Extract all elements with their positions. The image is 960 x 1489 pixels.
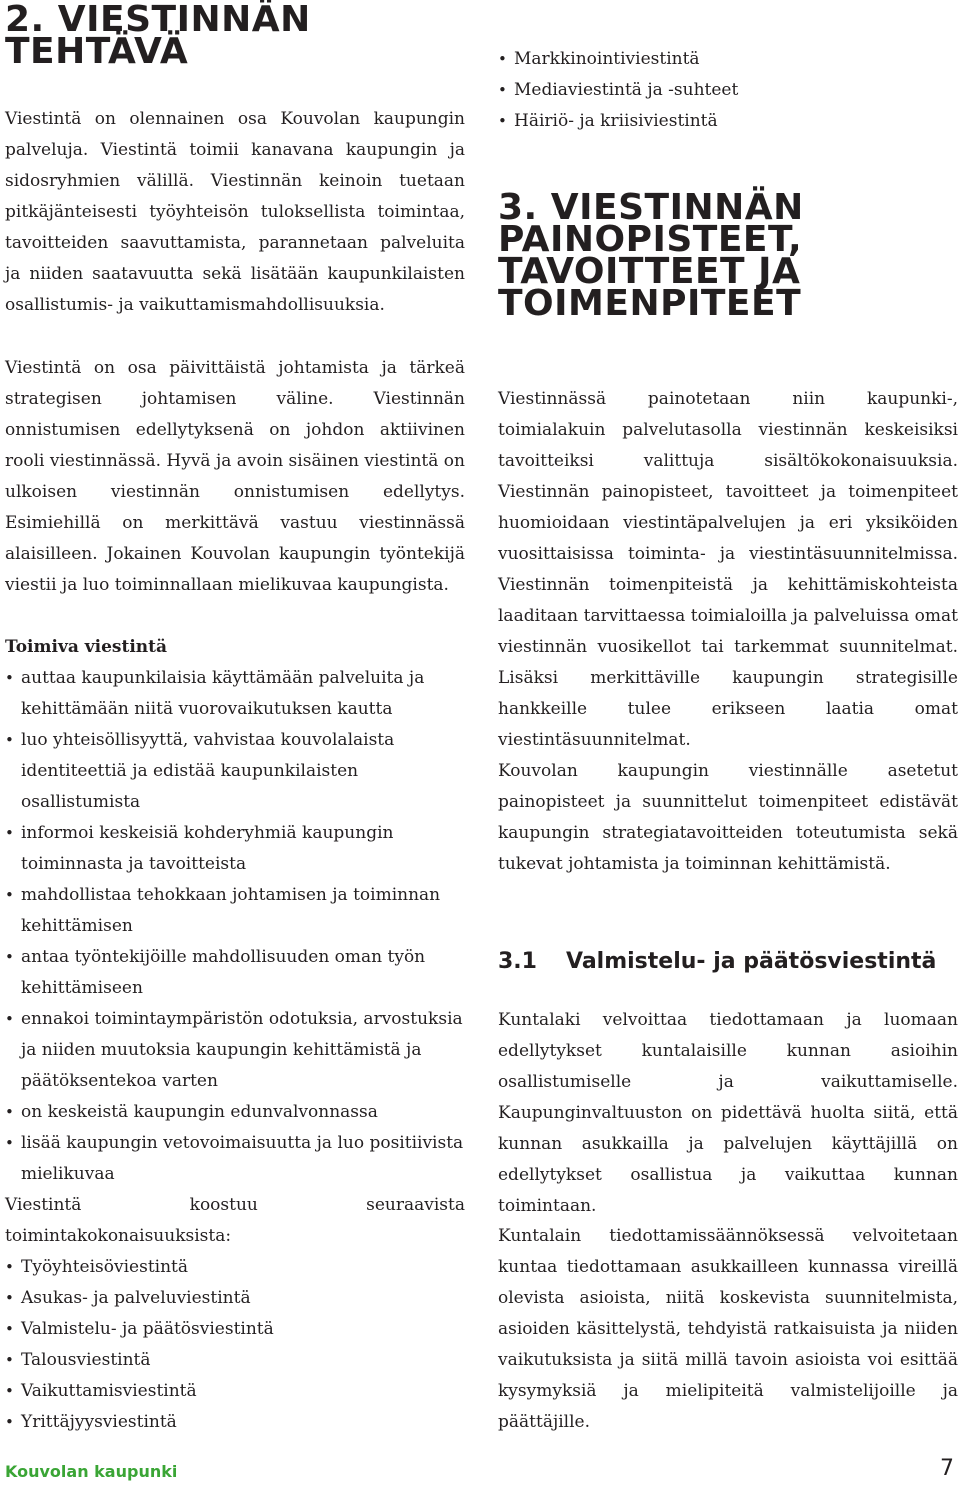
section-3-heading-line3: TAVOITTEET JA: [498, 251, 801, 292]
left-paragraph-2: Viestintä on osa päivittäistä johtamista ja tärkeä strategisen johtamisen väline. Viestinnän onnistumisen edellytyksenä on johdon aktiivinen rooli viestinnässä. Hyvä ja avoin sisäinen viestintä on ulkoisen viestinnän onnistumisen edellytys. Esimiehillä on merkittävä vastuu viestinnässä alaisilleen. Jokainen Kouvolan kaupungin työntekijä viestii ja luo toiminnallaan mielikuvaa kaupungista.: [5, 358, 465, 595]
section-3-1-number: 3.1: [498, 949, 537, 974]
toimiva-viestinta-list: [5, 663, 465, 1190]
toimintakokonaisuudet-list: [5, 1252, 465, 1438]
list-item: • lisää kaupungin vetovoimaisuutta ja luo positiivista mielikuvaa: [5, 1128, 465, 1190]
toimiva-viestinta-block: [5, 632, 465, 1190]
right-paragraph-4: Kuntalain tiedottamissäännöksessä velvoitetaan kuntaa tiedottamaan asukkailleen kunnassa vireillä olevista asioista, niitä koskevista suunnitelmista, asioiden käsittelystä, tehdyistä ratkaisuista ja niiden vaikutuksista ja siitä millä tavoin asioista voi esittää kysymyksiä ja mielipiteitä valmistelijoille ja päättäjille.: [498, 1226, 958, 1432]
toimintakokonaisuudet-intro: Viestintä koostuu seuraavista toimintakokonaisuuksista:: [5, 1195, 465, 1246]
list-item: • Valmistelu- ja päätösviestintä: [5, 1314, 465, 1345]
left-paragraph-1: Viestintä on olennainen osa Kouvolan kaupungin palveluja. Viestintä toimii kanavana kaupungin ja sidosryhmien välillä. Viestinnän keinoin tuetaan pitkäjänteisesti työyhteisön tuloksellista toimintaa, tavoitteiden saavuttamista, parannetaan palveluita ja niiden saatavuutta sekä lisätään kaupunkilaisten osallistumis- ja vaikuttamismahdollisuuksia.: [5, 109, 465, 315]
list-item: • luo yhteisöllisyyttä, vahvistaa kouvolalaista identiteettiä ja edistää kaupunkilaisten osallistumista: [5, 725, 465, 818]
list-item: • Häiriö- ja kriisiviestintä: [498, 106, 958, 137]
list-item: • Työyhteisöviestintä: [5, 1252, 465, 1283]
section-3-1-title: Valmistelu- ja päätösviestintä: [566, 949, 937, 974]
right-paragraph-3: Kuntalaki velvoittaa tiedottamaan ja luomaan edellytykset kuntalaisille kunnan asioihin osallistumiselle ja vaikuttamiselle. Kaupunginvaltuuston on pidettävä huolta siitä, että kunnan asukkailla ja palvelujen käyttäjillä on edellytykset osallistua ja vaikuttaa kunnan toimintaan.: [498, 1010, 958, 1216]
list-item: • Talousviestintä: [5, 1345, 465, 1376]
section-3-1-heading: [498, 947, 958, 977]
right-paragraph-2: Kouvolan kaupungin viestinnälle asetetut painopisteet ja suunnittelut toimenpiteet edistävät kaupungin strategiatavoitteiden toteutumista sekä tukevat johtamista ja toiminnan kehittämistä.: [498, 761, 958, 874]
section-3-heading: [498, 187, 958, 324]
list-item: • Asukas- ja palveluviestintä: [5, 1283, 465, 1314]
section-2-heading: [5, 0, 465, 72]
section-2-heading-line2: TEHTÄVÄ: [5, 31, 189, 72]
list-item: • Vaikuttamisviestintä: [5, 1376, 465, 1407]
page-number: 7: [940, 1456, 954, 1481]
list-item: • antaa työntekijöille mahdollisuuden oman työn kehittämiseen: [5, 942, 465, 1004]
right-top-list: [498, 44, 958, 137]
list-item: • Yrittäjyysviestintä: [5, 1407, 465, 1438]
right-paragraph-1: Viestinnässä painotetaan niin kaupunki-, toimialakuin palvelutasolla viestinnän keskeisiksi tavoitteiksi valittuja sisältökokonaisuuksia. Viestinnän painopisteet, tavoitteet ja toimenpiteet huomioidaan viestintäpalvelujen ja eri yksiköiden vuosittaisissa toiminta- ja viestintäsuunnitelmissa. Viestinnän toimenpiteistä ja kehittämiskohteista laaditaan tarvittaessa toimialoilla ja palveluissa omat viestinnän vuosikellot tai tarkemmat suunnitelmat. Lisäksi merkittäville kaupungin strategisille hankkeille tulee erikseen laatia omat viestintäsuunnitelmat.: [498, 389, 958, 750]
toimintakokonaisuudet-block: [5, 1190, 465, 1438]
list-item: • Mediaviestintä ja -suhteet: [498, 75, 958, 106]
list-item: • auttaa kaupunkilaisia käyttämään palveluita ja kehittämään niitä vuorovaikutuksen kautta: [5, 663, 465, 725]
footer-brand: Kouvolan kaupunki: [5, 1462, 178, 1481]
section-3-heading-line2: PAINOPISTEET,: [498, 219, 803, 260]
section-3-heading-line4: TOIMENPITEET: [498, 283, 802, 324]
list-item: • Markkinointiviestintä: [498, 44, 958, 75]
list-item: • on keskeistä kaupungin edunvalvonnassa: [5, 1097, 465, 1128]
toimiva-viestinta-subheading: Toimiva viestintä: [5, 637, 168, 657]
section-2-heading-line1: 2. VIESTINNÄN: [5, 0, 311, 40]
list-item: • ennakoi toimintaympäristön odotuksia, arvostuksia ja niiden muutoksia kaupungin kehittämistä ja päätöksentekoa varten: [5, 1004, 465, 1097]
list-item: • informoi keskeisiä kohderyhmiä kaupungin toiminnasta ja tavoitteista: [5, 818, 465, 880]
list-item: • mahdollistaa tehokkaan johtamisen ja toiminnan kehittämisen: [5, 880, 465, 942]
section-3-heading-line1: 3. VIESTINNÄN: [498, 187, 804, 228]
